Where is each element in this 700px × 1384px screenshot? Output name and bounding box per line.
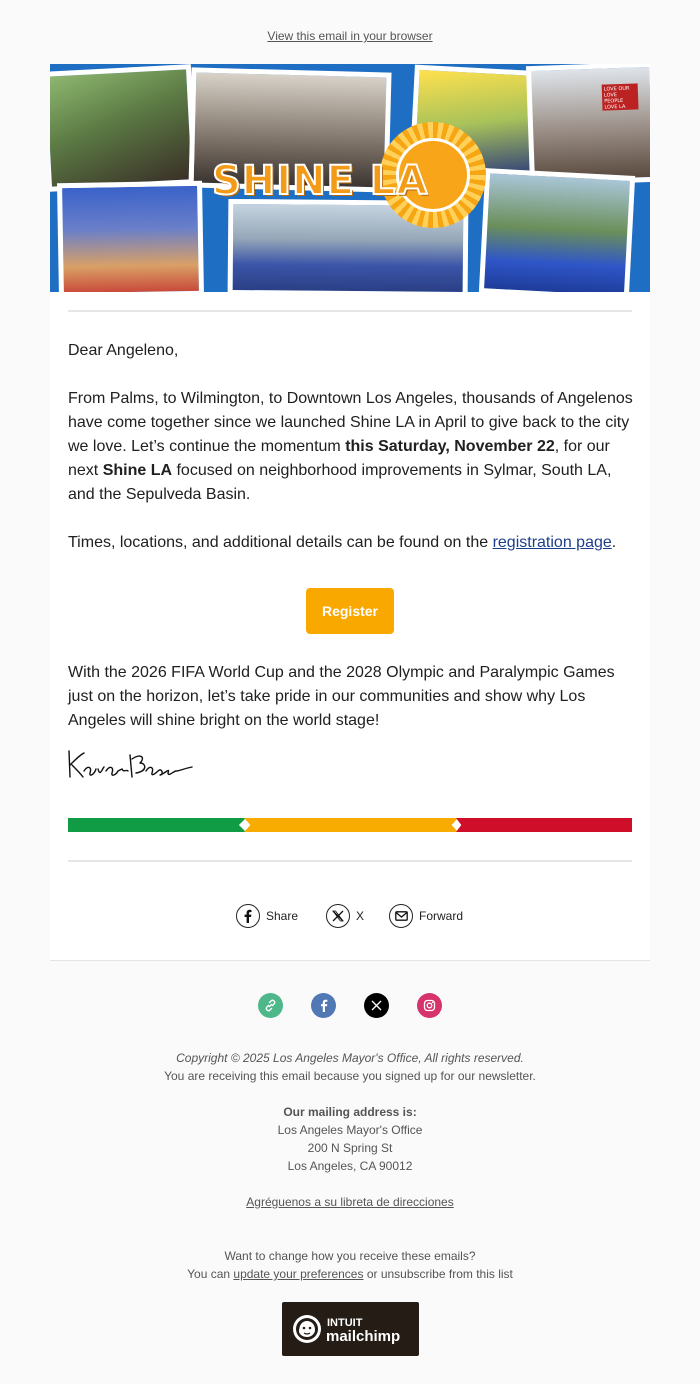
- share-bar: [50, 902, 650, 930]
- view-in-browser-bar: [0, 29, 700, 43]
- link-icon[interactable]: [258, 993, 283, 1018]
- mailing-heading: Our mailing address is:: [283, 1105, 417, 1119]
- address-book-row: [0, 1193, 700, 1211]
- x-label: X: [356, 909, 365, 923]
- x-icon[interactable]: [364, 993, 389, 1018]
- text: From Palms, to Wilmington, to Downtown Los Angeles, thousands of Angelenos have come together since we launched Shine LA in April to give back to the city we love. Let’s continue the momentum: [68, 390, 633, 455]
- forward-label: Forward: [419, 909, 464, 923]
- mailchimp-badge[interactable]: [282, 1302, 419, 1356]
- receiving-text: You are receiving this email because you signed up for our newsletter.: [164, 1069, 536, 1083]
- text: .: [611, 534, 617, 551]
- address-book-link[interactable]: Agréguenos a su libreta de direcciones: [246, 1195, 454, 1209]
- bold-shine-la: Shine LA: [102, 462, 173, 479]
- social-links: [0, 993, 700, 1019]
- registration-page-link[interactable]: registration page: [492, 534, 612, 551]
- email-card: [50, 64, 650, 960]
- paragraph-intro: [68, 387, 634, 507]
- update-preferences-link[interactable]: update your preferences: [233, 1267, 364, 1281]
- logo-text: SHINE LA: [212, 158, 429, 204]
- address-line: Los Angeles Mayor's Office: [277, 1123, 423, 1137]
- copyright-text: Copyright © 2025 Los Angeles Mayor's Office, All rights reserved.: [176, 1051, 524, 1065]
- unsubscribe-text[interactable]: or unsubscribe from this list: [363, 1267, 513, 1281]
- volunteer-photo: [479, 168, 635, 292]
- volunteer-photo: [50, 64, 197, 192]
- signature-image: [66, 747, 196, 788]
- text: Times, locations, and additional details can be found on the: [68, 534, 493, 551]
- facebook-icon[interactable]: [311, 993, 336, 1018]
- volunteer-photo: [526, 64, 650, 186]
- yellow-stripe: [244, 818, 458, 832]
- register-button[interactable]: Register: [306, 588, 394, 634]
- shine-la-banner: [50, 64, 650, 292]
- address-line: Los Angeles, CA 90012: [287, 1159, 413, 1173]
- shine-la-logo: [212, 122, 492, 232]
- x-icon: [326, 904, 350, 928]
- text: , for our next: [68, 438, 610, 479]
- green-stripe: [68, 818, 246, 832]
- volunteer-photo: [57, 181, 204, 292]
- instagram-icon[interactable]: [417, 993, 442, 1018]
- red-stripe: [456, 818, 632, 832]
- love-la-sign: LOVE OUR LOVE PEOPLE LOVE LA: [602, 83, 639, 110]
- share-facebook-button[interactable]: [236, 902, 298, 930]
- intuit-text: INTUIT: [327, 1317, 363, 1329]
- paragraph-closing: With the 2026 FIFA World Cup and the 2028 Olympic and Paralympic Games just on the horizon, let’s take pride in our communities and show why Los Angeles will shine bright on the world stage!: [68, 664, 615, 729]
- preferences-row: [0, 1265, 700, 1283]
- divider: [68, 310, 632, 312]
- footer-divider: [50, 960, 650, 961]
- divider: [68, 860, 632, 862]
- tricolor-divider: [68, 818, 632, 832]
- address-line: 200 N Spring St: [307, 1141, 393, 1155]
- greeting: Dear Angeleno,: [68, 342, 179, 359]
- text: You can: [187, 1267, 234, 1281]
- forward-button[interactable]: [389, 902, 463, 930]
- paragraph-details: [68, 531, 634, 555]
- share-label: Share: [266, 909, 299, 923]
- share-x-button[interactable]: [326, 902, 364, 930]
- change-question: Want to change how you receive these emails?: [224, 1249, 476, 1263]
- facebook-icon: [236, 904, 260, 928]
- bold-date: this Saturday, November 22: [345, 438, 555, 455]
- mail-icon: [389, 904, 413, 928]
- mailchimp-text: mailchimp: [326, 1328, 401, 1345]
- view-in-browser-link[interactable]: View this email in your browser: [267, 29, 433, 43]
- text: focused on neighborhood improvements in Sylmar, South LA, and the Sepulveda Basin.: [68, 462, 612, 503]
